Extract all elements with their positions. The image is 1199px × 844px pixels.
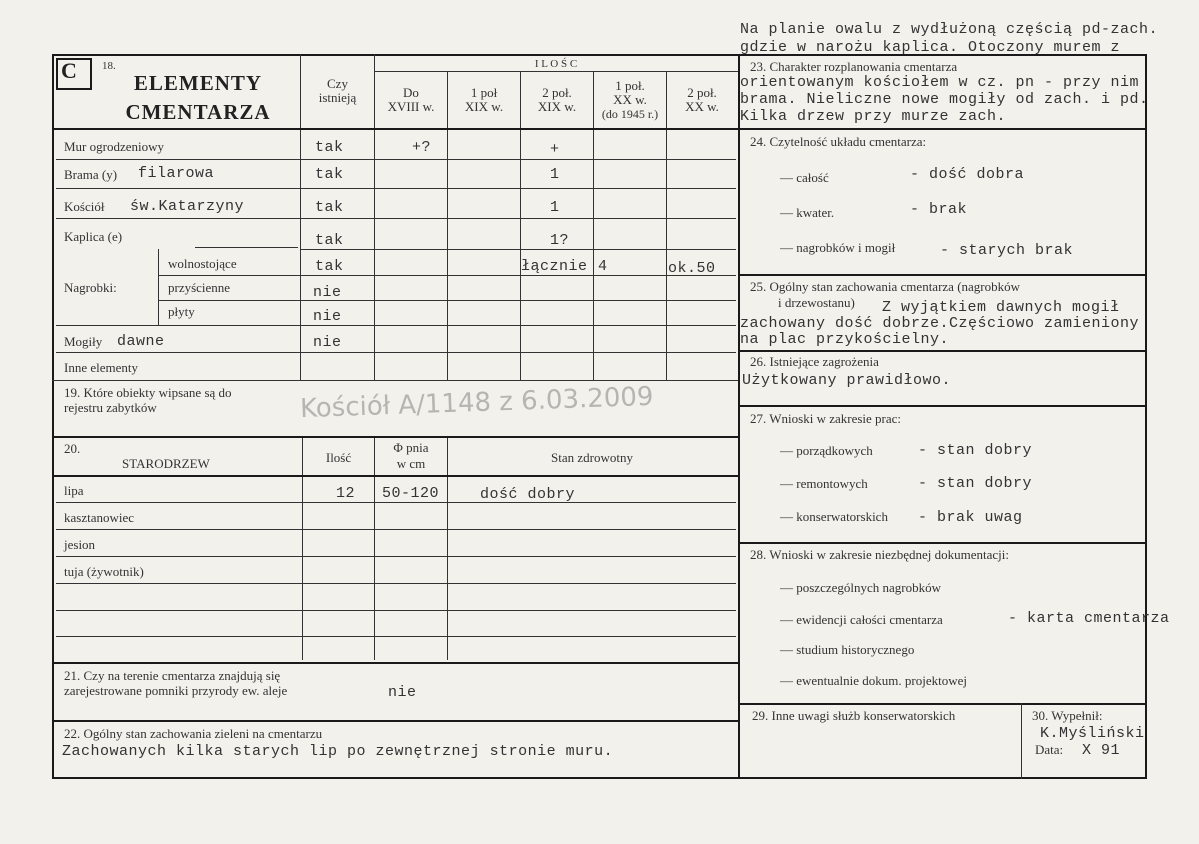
row-kosciol-exists: tak [315, 199, 344, 216]
col-2-19-2: XIX w. [537, 99, 577, 114]
s23-typed-1: orientowanym kościołem w cz. pn - przy nim [740, 74, 1140, 91]
s30-label: 30. Wypełnił: [1032, 708, 1103, 723]
handwritten-registry-note: Kościół A/1148 z 6.03.2009 [299, 381, 654, 425]
col-2-19-1: 2 poł. [542, 85, 572, 100]
nagrobki-label: Nagrobki: [64, 280, 117, 295]
row-kosciol-2-19: 1 [550, 199, 560, 216]
row-mur-exists: tak [315, 139, 344, 156]
s25-typed-2: zachowany dość dobrze.Częściowo zamieniony [740, 315, 1140, 332]
row-wolno-label: wolnostojące [168, 256, 237, 271]
row-kaplica-exists: tak [315, 232, 344, 249]
s30-date: X 91 [1082, 742, 1121, 759]
s25-typed-3: na plac przykościelny. [740, 331, 950, 348]
row-kaplica-2-19: 1? [550, 232, 570, 249]
title-line-1: ELEMENTY [133, 71, 263, 95]
s21-line2: zarejestrowane pomniki przyrody ew. aleje [64, 683, 288, 698]
row-przyscienne-exists: nie [313, 284, 342, 301]
s23-label: 23. Charakter rozplanowania cmentarza [750, 59, 958, 74]
row-brama-typed: filarowa [138, 165, 215, 182]
s30-date-label: Data: [1035, 742, 1064, 757]
col-2-20-1: 2 poł. [687, 85, 717, 100]
s26-label: 26. Istniejące zagrożenia [750, 354, 879, 369]
s20-stan-header: Stan zdrowotny [551, 450, 633, 465]
letter-c: C [61, 58, 77, 83]
row-mur-2-19: + [550, 141, 560, 158]
col-1-20-2: XX w. [613, 92, 647, 107]
s27-row-2-label: — konserwatorskich [780, 509, 888, 524]
row-mogily-typed: dawne [117, 333, 165, 350]
s26-typed: Użytkowany prawidłowo. [742, 372, 952, 389]
s27-label: 27. Wnioski w zakresie prac: [750, 411, 902, 426]
col-do18-1: Do [403, 85, 419, 100]
row-mur-label: Mur ogrodzeniowy [64, 139, 165, 154]
s21-answer: nie [388, 684, 417, 701]
s25-label-1: 25. Ogólny stan zachowania cmentarza (nagrobków [750, 279, 1021, 294]
exist-header-1: Czy [327, 76, 348, 91]
s23-typed-3: Kilka drzew przy murze zach. [740, 108, 1007, 125]
col-do18-2: XVIII w. [387, 99, 435, 114]
col-1-19-2: XIX w. [464, 99, 504, 114]
row-brama-exists: tak [315, 166, 344, 183]
row-mogily-label: Mogiły [64, 334, 103, 349]
tree-row-1-name: kasztanowiec [64, 510, 135, 525]
s27-row-2-value: - brak uwag [918, 509, 1023, 526]
row-mur-do18: +? [412, 139, 432, 156]
col-2-20-2: XX w. [685, 99, 719, 114]
s24-row-1-value: - brak [910, 201, 968, 218]
s28-row-0-label: — poszczególnych nagrobków [780, 580, 942, 595]
s24-row-0-label: — całość [780, 170, 829, 185]
s29-label: 29. Inne uwagi służb konserwatorskich [752, 708, 956, 723]
row-plyty-label: płyty [168, 304, 195, 319]
tree-row-0-count: 12 [336, 485, 356, 502]
tree-row-3-name: tuja (żywotnik) [64, 564, 144, 579]
s19-line2: rejestru zabytków [64, 400, 157, 415]
s28-label: 28. Wnioski w zakresie niezbędnej dokumentacji: [750, 547, 1009, 562]
s20-number: 20. [64, 441, 81, 456]
row-wolno-1-20: 4 [598, 258, 608, 275]
title-line-2: CMENTARZA [125, 100, 271, 124]
s24-row-0-value: - dość dobra [910, 166, 1025, 183]
row-inne-label: Inne elementy [64, 360, 138, 375]
row-mogily-exists: nie [313, 334, 342, 351]
row-plyty-exists: nie [313, 308, 342, 325]
s23-typed-2: brama. Nieliczne nowe mogiły od zach. i pd. [740, 91, 1149, 108]
exist-header-2: istnieją [318, 90, 357, 105]
s28-row-3-label: — ewentualnie dokum. projektowej [780, 673, 968, 688]
s28-row-1-value: - karta cmentarza [1008, 610, 1170, 627]
s27-row-0-label: — porządkowych [780, 443, 873, 458]
row-kosciol-typed: św.Katarzyny [130, 198, 245, 215]
s27-row-1-value: - stan dobry [918, 475, 1033, 492]
col-1-19-1: 1 poł [470, 85, 498, 100]
row-kaplica-label: Kaplica (e) [64, 229, 123, 244]
s22-label: 22. Ogólny stan zachowania zieleni na cmentarzu [64, 726, 323, 741]
s25-typed-1: Z wyjątkiem dawnych mogił [882, 299, 1120, 316]
s21-line1: 21. Czy na terenie cmentarza znajdują się [64, 668, 281, 683]
s22-typed: Zachowanych kilka starych lip po zewnętrznej stronie muru. [62, 743, 614, 760]
s28-row-1-label: — ewidencji całości cmentarza [780, 612, 943, 627]
row-kosciol-label: Kościół [64, 199, 105, 214]
s23-top-typed-2: gdzie w narożu kaplica. Otoczony murem z [740, 39, 1121, 56]
section-18-number: 18. [102, 60, 116, 72]
col-1-20-1: 1 poł. [615, 78, 645, 93]
row-wolno-2-20: ok.50 [668, 260, 716, 277]
s23-top-typed-1: Na planie owalu z wydłużoną częścią pd-zach. [740, 21, 1159, 38]
tree-row-0-name: lipa [64, 483, 84, 498]
s24-row-2-label: — nagrobków i mogił [780, 240, 896, 255]
s24-label: 24. Czytelność układu cmentarza: [750, 134, 927, 149]
row-brama-2-19: 1 [550, 166, 560, 183]
s20-ilosc-header: Ilość [325, 450, 352, 465]
row-brama-label: Brama (y) [64, 167, 118, 182]
s19-line1: 19. Które obiekty wipsane są do [64, 385, 232, 400]
tree-row-0-diam: 50-120 [382, 485, 440, 502]
s27-row-0-value: - stan dobry [918, 442, 1033, 459]
row-przyscienne-label: przyścienne [168, 280, 231, 295]
s25-label-2: i drzewostanu) [778, 295, 855, 310]
s24-row-2-value: - starych brak [940, 242, 1074, 259]
ilosc-header: I L O Ś C [534, 58, 578, 70]
row-wolno-2-19: łącznie [521, 258, 588, 275]
s20-pnia-2: w cm [396, 456, 426, 471]
col-1-20-3: (do 1945 r.) [601, 107, 659, 121]
s30-name: K.Myśliński [1040, 725, 1145, 742]
tree-row-2-name: jesion [64, 537, 96, 552]
s20-title: STARODRZEW [122, 456, 210, 471]
s20-pnia-1: Φ pnia [393, 440, 429, 455]
s27-row-1-label: — remontowych [780, 476, 868, 491]
row-wolno-exists: tak [315, 258, 344, 275]
tree-row-0-health: dość dobry [480, 486, 576, 503]
column-divider [738, 54, 740, 779]
s28-row-2-label: — studium historycznego [780, 642, 915, 657]
s24-row-1-label: — kwater. [780, 205, 835, 220]
